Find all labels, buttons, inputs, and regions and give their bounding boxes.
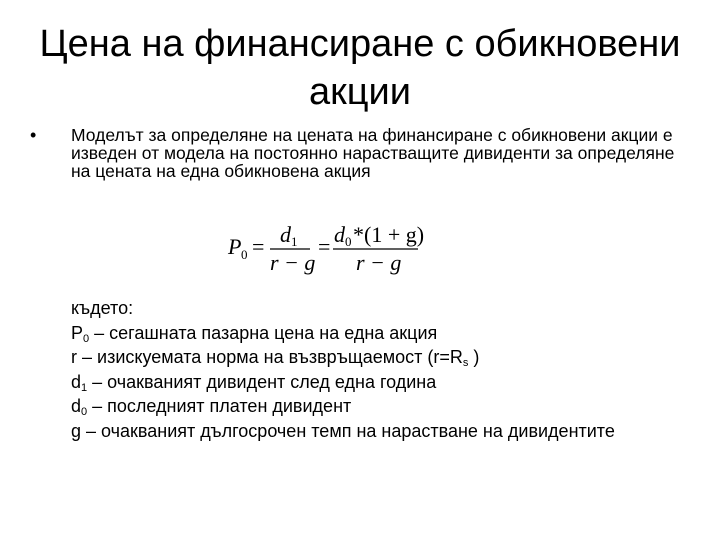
- definition-d1: $d_1$ – очакваният дивидент след една година: [71, 371, 437, 394]
- formula-den1: r − g: [270, 250, 316, 275]
- bullet-marker: •: [30, 125, 37, 145]
- cost-of-equity-formula: [228, 218, 428, 278]
- formula-equals-1: =: [252, 234, 265, 259]
- definition-d0: $d_0$ – последният платен дивидент: [71, 396, 352, 418]
- slide-title: Цена на финансиране с обикновени акции: [39, 23, 681, 113]
- formula-equals-2: =: [318, 234, 331, 259]
- formula-num2-sub: 0: [345, 234, 352, 249]
- bullet-text: Моделът за определяне на цената на финансиране с обикновени акции е изведен от модела на постоянно нарастващите дивиденти за определяне на цената на една обикновена акция: [71, 125, 675, 181]
- definition-r: r – изискуемата норма на възвръщаемост ($r=R_s$ ): [71, 347, 480, 369]
- definition-p0: $P_0$ – сегашната пазарна цена на една акция: [71, 322, 438, 345]
- formula-num1: d: [280, 222, 291, 247]
- formula-num2-rest: *(1 + g): [353, 222, 425, 247]
- formula-num1-sub: 1: [291, 234, 298, 249]
- formula-lhs-sub: 0: [241, 247, 248, 262]
- formula-num2: d: [334, 222, 345, 247]
- where-label: където:: [71, 298, 134, 318]
- formula-lhs: P: [228, 234, 242, 259]
- definition-g: g – очакваният дългосрочен темп на нарастване на дивидентите: [71, 420, 615, 441]
- formula-den2: r − g: [356, 250, 402, 275]
- definitions-block: [71, 296, 711, 443]
